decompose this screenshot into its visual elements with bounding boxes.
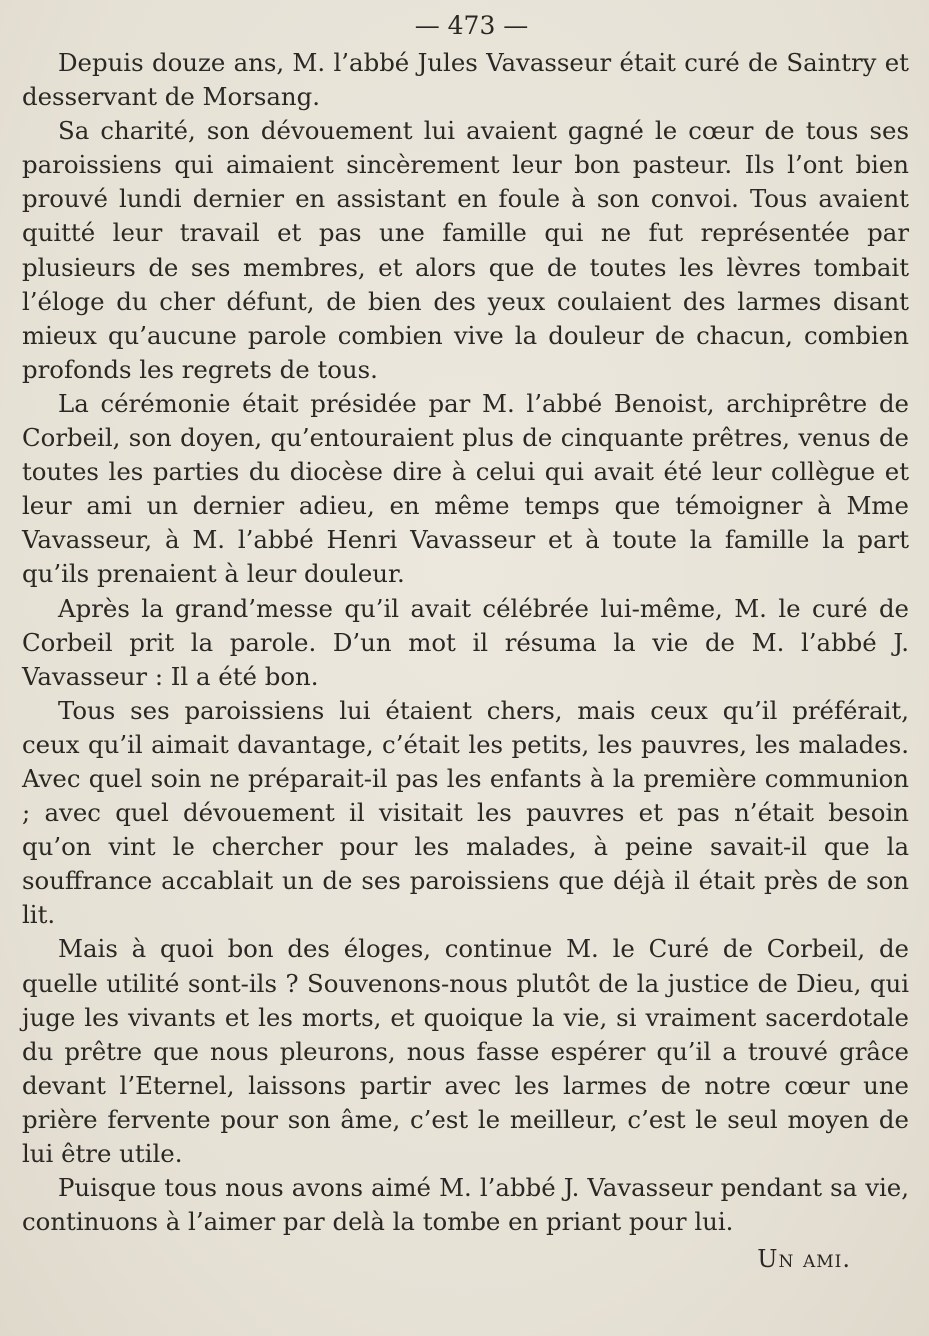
paragraph: Puisque tous nous avons aimé M. l’abbé J. Vavasseur pendant sa vie, continuons à l’aimer par delà la tombe en priant pour lui. <box>22 1173 909 1237</box>
signature: Un ami. <box>757 1245 851 1274</box>
paragraph: La cérémonie était présidée par M. l’abbé Benoist, archiprêtre de Corbeil, son doyen, qu’entouraient plus de cinquante prêtres, venus de toutes les parties du diocèse dire à celui qui avait été leur collègue et leur ami un dernier adieu, en même temps que témoigner à Mme Vavasseur, à M. l’abbé Henri Vavasseur et à toute la famille la part qu’ils prenaient à leur douleur. <box>22 388 909 589</box>
paragraph: Tous ses paroissiens lui étaient chers, mais ceux qu’il préférait, ceux qu’il aimait davantage, c’était les petits, les pauvres, les malades. Avec quel soin ne préparait-il pas les enfants à la première communion ; avec quel dévouement il visitait les pauvres et pas n’était besoin qu’on vint le chercher pour les malades, à peine savait-il que la souffrance accablait un de ses paroissiens que déjà il était près de son lit. <box>22 695 909 930</box>
page-number: — 473 — <box>414 11 529 40</box>
paragraph: Depuis douze ans, M. l’abbé Jules Vavasseur était curé de Saintry et desservant de Morsang. <box>22 48 909 112</box>
paragraph: Sa charité, son dévouement lui avaient gagné le cœur de tous ses paroissiens qui aimaient sincèrement leur bon pasteur. Ils l’ont bien prouvé lundi dernier en assistant en foule à son convoi. Tous avaient quitté leur travail et pas une famille qui ne fut représentée par plusieurs de ses membres, et alors que de toutes les lèvres tombait l’éloge du cher défunt, de bien des yeux coulaient des larmes disant mieux qu’aucune parole combien vive la douleur de chacun, combien profonds les regrets de tous. <box>22 116 909 384</box>
paragraph: Après la grand’messe qu’il avait célébrée lui-même, M. le curé de Corbeil prit la parole. D’un mot il résuma la vie de M. l’abbé J. Vavasseur : Il a été bon. <box>22 593 909 691</box>
article-body <box>22 46 909 1239</box>
paragraph: Mais à quoi bon des éloges, continue M. le Curé de Corbeil, de quelle utilité sont-ils ? Souvenons-nous plutôt de la justice de Dieu, qui juge les vivants et les morts, et quoique la vie, si vraiment sacerdotale du prêtre que nous pleurons, nous fasse espérer qu’il a trouvé grâce devant l’Eternel, laissons partir avec les larmes de notre cœur une prière fervente pour son âme, c’est le meilleur, c’est le seul moyen de lui être utile. <box>22 934 909 1168</box>
